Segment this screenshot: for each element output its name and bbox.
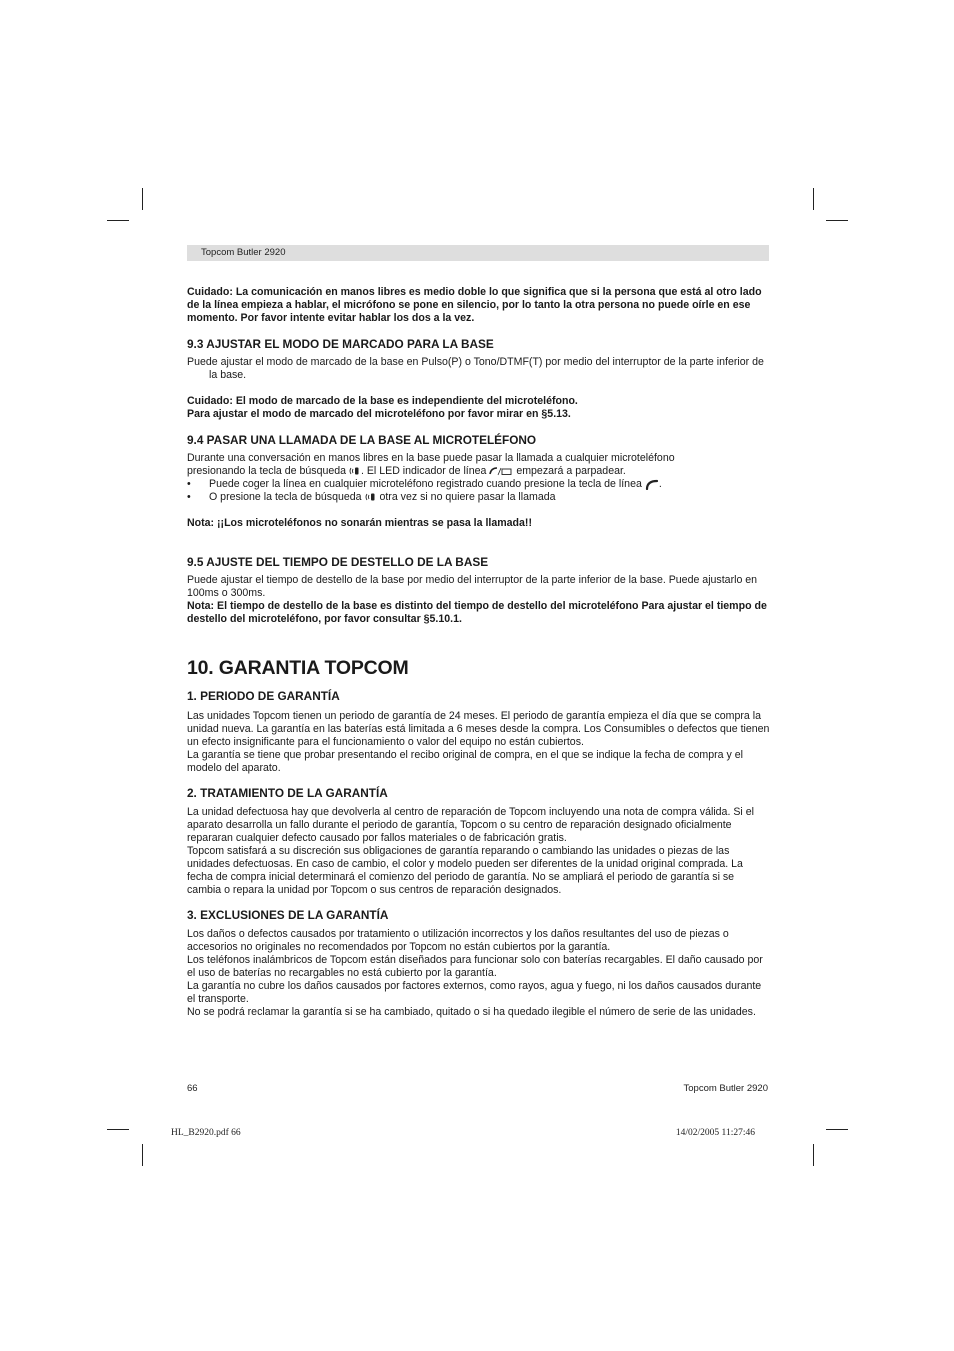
warning-handsfree: Cuidado: La comunicación en manos libres es medio doble lo que significa que si la persona que está al otro lado de la línea empieza a hablar, el micrófono se pone en silencio, por lo tanto la otra persona no puede oírle en ese momento. Por favor intente evitar hablar los dos a la vez. [187, 286, 762, 324]
section-9-4-title: 9.4 PASAR UNA LLAMADA DE LA BASE AL MICROTELÉFONO [187, 433, 537, 447]
warranty-treatment-p1: La unidad defectuosa hay que devolverla al centro de reparación de Topcom incluyendo una nota de compra válida. Si el aparato desarrolla un fallo durante el periodo de garantía, Topcom o su centro de reparación designado oficialmente repararan cualquier defecto causado por fallos materiales o de fabricación gratis. [187, 806, 754, 844]
bullet-item: • O presione la tecla de búsqueda otra vez si no quiere pasar la llamada [187, 491, 556, 503]
section-9-4-line1: Durante una conversación en manos libres en la base puede pasar la llamada a cualquier microteléfono [187, 452, 675, 464]
crop-mark [107, 220, 129, 221]
section-9-4-note: Nota: ¡¡Los microteléfonos no sonarán mientras se pasa la llamada!! [187, 517, 532, 529]
section-9-3-body: Puede ajustar el modo de marcado de la base en Pulso(P) o Tono/DTMF(T) por medio del interruptor de la parte inferior de la base. [187, 356, 764, 381]
chapter-10-title: 10. GARANTIA TOPCOM [187, 657, 409, 679]
footer-product: Topcom Butler 2920 [683, 1083, 768, 1094]
crop-mark [142, 1144, 143, 1166]
bullet-item: • Puede coger la línea en cualquier microteléfono registrado cuando presione la tecla de línea . [187, 478, 662, 490]
line-led-icon [489, 466, 513, 476]
paging-icon [365, 492, 377, 502]
warranty-exclusions-p3: La garantía no cubre los daños causados por factores externos, como rayos, agua y fuego, ni los daños causados durante el transporte. [187, 980, 762, 1005]
section-9-5-title: 9.5 AJUSTE DEL TIEMPO DE DESTELLO DE LA BASE [187, 555, 489, 569]
crop-mark [142, 188, 143, 210]
warranty-treatment-p2: Topcom satisfará a su discreción sus obligaciones de garantía reparando o cambiando las unidades o piezas de las unidades defectuosas. En caso de cambio, el color y modelo pueden ser diferentes de la unidad original comprada. La fecha de compra inicial determinará el comienzo del periodo de garantía. No se ampliará el periodo de garantía si se cambia o repara la unidad por Topcom o sus centros de reparación designados. [187, 845, 743, 896]
warranty-exclusions-p4: No se podrá reclamar la garantía si se ha cambiado, quitado o si ha quedado ilegible el número de serie de las unidades. [187, 1006, 756, 1018]
warranty-exclusions-p2: Los teléfonos inalámbricos de Topcom están diseñados para funcionar solo con baterías recargables. El daño causado por el uso de baterías no recargables no está cubierto por la garantía. [187, 954, 763, 979]
warranty-period-p2: La garantía se tiene que probar presentando el recibo original de compra, en el que se indique la fecha de compra y el modelo del aparato. [187, 749, 743, 774]
crop-mark [813, 1144, 814, 1166]
header-title: Topcom Butler 2920 [201, 247, 286, 258]
section-9-3-note2: Para ajustar el modo de marcado del microteléfono por favor mirar en §5.13. [187, 408, 571, 420]
crop-mark [826, 1129, 848, 1130]
warranty-period-p1: Las unidades Topcom tienen un periodo de garantía de 24 meses. El periodo de garantía empieza el día que se compra la unidad nueva. La garantía en las baterías está limitada a 6 meses desde la compra. Los Consumibles o defectos que tienen un efecto insignificante para el funcionamiento o valor del equipo no están cubiertos. [187, 710, 770, 748]
section-9-3-title: 9.3 AJUSTAR EL MODO DE MARCADO PARA LA BASE [187, 337, 494, 351]
crop-mark [813, 188, 814, 210]
running-header [187, 245, 769, 261]
print-file: HL_B2920.pdf 66 [171, 1128, 241, 1138]
section-9-4-line2: presionando la tecla de búsqueda . El LED indicador de línea empezará a parpadear. [187, 465, 626, 477]
warranty-period-title: 1. PERIODO DE GARANTÍA [187, 689, 340, 703]
warranty-exclusions-title: 3. EXCLUSIONES DE LA GARANTÍA [187, 908, 389, 922]
section-9-3-note1: Cuidado: El modo de marcado de la base es independiente del microteléfono. [187, 395, 578, 407]
page-content [187, 286, 770, 1019]
print-timestamp: 14/02/2005 11:27:46 [675, 1128, 755, 1138]
page-number: 66 [187, 1083, 198, 1094]
crop-mark [826, 220, 848, 221]
line-key-icon [645, 479, 659, 490]
crop-mark [107, 1129, 129, 1130]
warranty-treatment-title: 2. TRATAMIENTO DE LA GARANTÍA [187, 786, 388, 800]
section-9-5-body: Puede ajustar el tiempo de destello de la base por medio del interruptor de la parte inferior de la base. Puede ajustarlo en 100ms o 300ms. [187, 574, 758, 599]
warranty-exclusions-p1: Los daños o defectos causados por tratamiento o utilización incorrectos y los daños resultantes del uso de piezas o accesorios no originales no recomendados por Topcom no están cubiertos por la garantía. [187, 928, 729, 953]
paging-icon [349, 466, 361, 476]
section-9-5-note: Nota: El tiempo de destello de la base es distinto del tiempo de destello del microteléfono Para ajustar el tiempo de destello del microteléfono, por favor consultar §5.10.1. [187, 600, 767, 625]
